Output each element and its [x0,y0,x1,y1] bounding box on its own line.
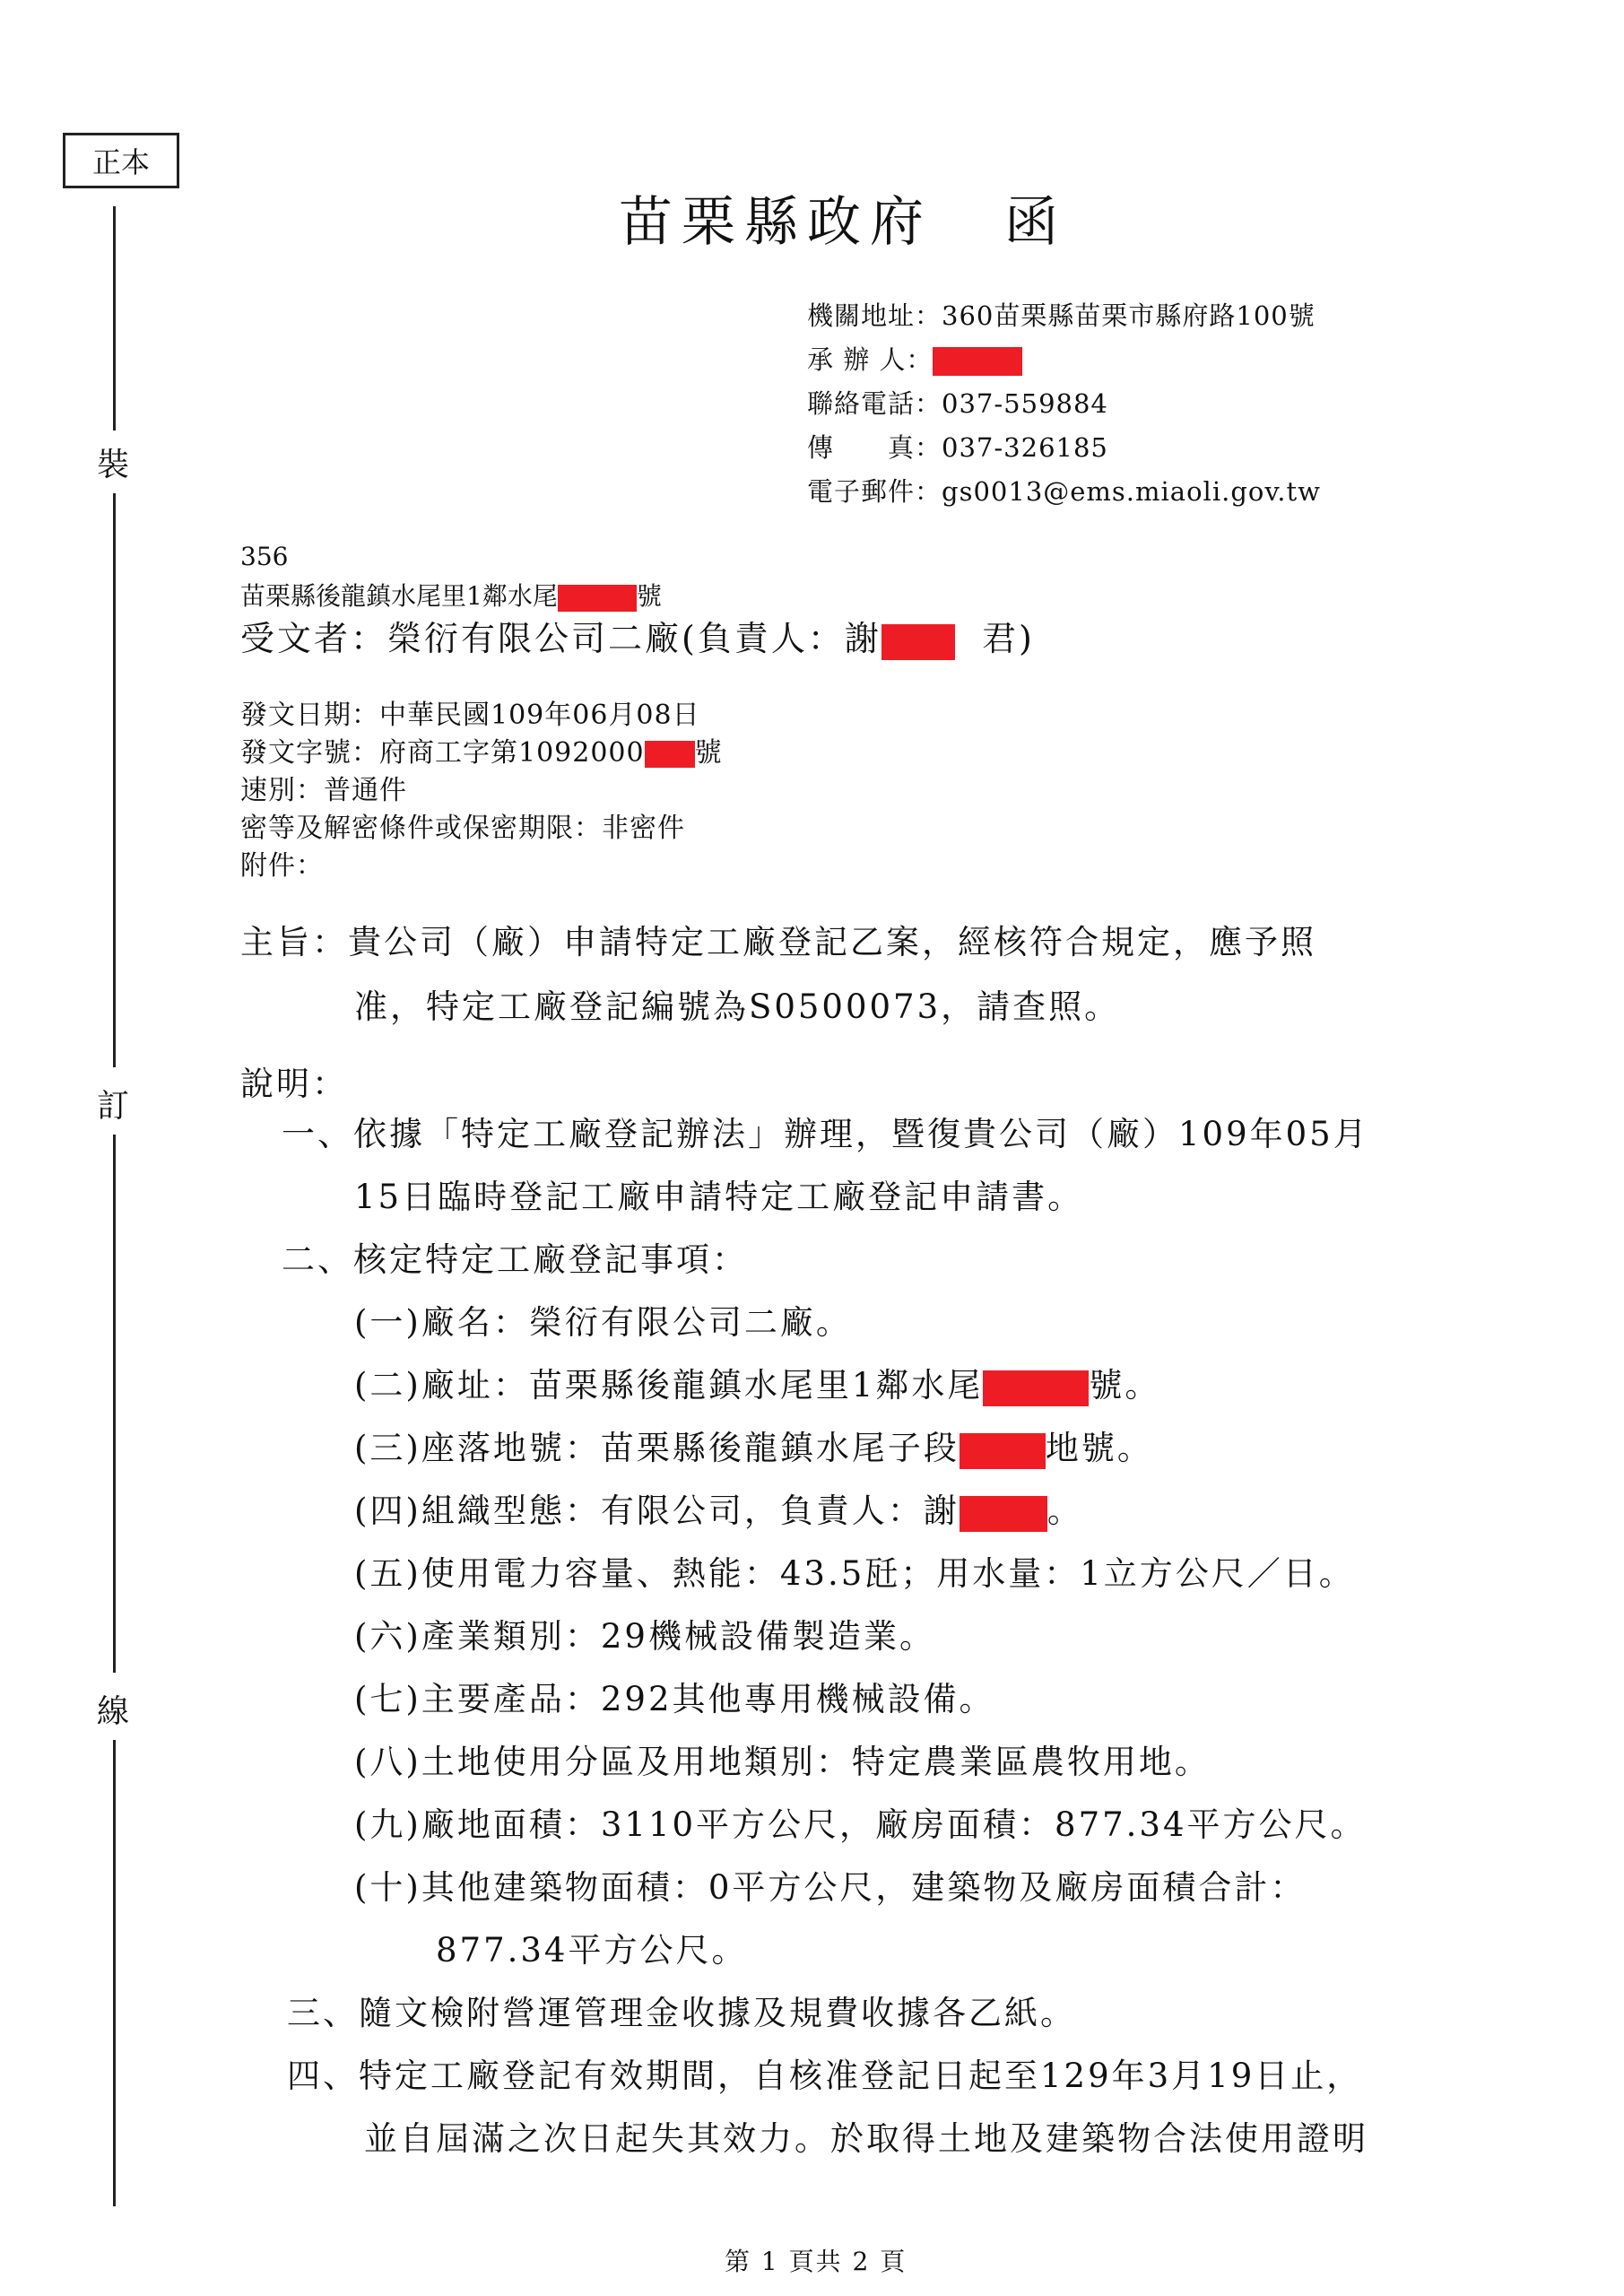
redaction-block [558,585,637,612]
registration-item-land-use: (八)土地使用分區及用地類別：特定農業區農牧用地。 [354,1743,1211,1781]
registration-item-land-number: (三)座落地號：苗栗縣後龍鎮水尾子段 地號。 [354,1429,1153,1467]
binding-mark-xian: 線 [97,1693,130,1730]
registration-item-factory-address: (二)廠址：苗栗縣後龍鎮水尾里1鄰水尾 號。 [354,1366,1161,1405]
attachments: 附件： [240,850,324,882]
explanation-heading: 說明： [240,1065,348,1103]
registration-item-power-water: (五)使用電力容量、熱能：43.5瓩；用水量：1立方公尺／日。 [354,1554,1355,1593]
registration-item-organization: (四)組織型態：有限公司，負責人：謝 。 [354,1492,1083,1530]
registration-item-industry: (六)產業類別：29機械設備製造業。 [354,1617,935,1656]
subject-line-1: 主旨：貴公司（廠）申請特定工廠登記乙案，經核符合規定，應予照 [240,923,1316,961]
registration-item-other-buildings-cont: 877.34平方公尺。 [436,1931,748,1970]
explanation-item-1-cont: 15日臨時登記工廠申請特定工廠登記申請書。 [354,1178,1084,1216]
secrecy-level: 密等及解密條件或保密期限：非密件 [240,813,685,844]
registration-item-products: (七)主要產品：292其他專用機械設備。 [354,1680,995,1718]
page-number: 第 1 頁共 2 頁 [725,2247,908,2276]
binding-line-segment [113,493,116,1067]
redaction-block [983,1370,1089,1406]
sender-fax: 傳 真：037-326185 [807,432,1108,463]
binding-line-segment [113,1135,116,1673]
explanation-item-1: 一、依據「特定工廠登記辦法」辦理，暨復貴公司（廠）109年05月 [282,1115,1369,1153]
delivery-speed: 速別：普通件 [240,775,407,806]
recipient-address: 苗栗縣後龍鎮水尾里1鄰水尾 號 [240,581,662,611]
issue-date: 發文日期：中華民國109年06月08日 [240,700,700,731]
binding-mark-zhuang: 裝 [97,447,130,483]
binding-line-segment [113,1740,116,2206]
binding-mark-ding: 訂 [97,1088,130,1125]
explanation-item-4: 四、特定工廠登記有效期間，自核准登記日起至129年3月19日止， [287,2057,1363,2095]
document-title [619,179,1067,257]
sender-phone: 聯絡電話：037-559884 [807,388,1108,419]
issuing-agency: 苗栗縣政府 [619,191,933,254]
redaction-block [960,1496,1047,1532]
redaction-block [933,347,1022,376]
document-type: 函 [1004,191,1067,254]
original-copy-stamp [63,133,179,188]
sender-address: 機關地址：360苗栗縣苗栗市縣府路100號 [807,300,1316,331]
redaction-block [960,1433,1046,1469]
registration-item-other-buildings: (十)其他建築物面積：0平方公尺，建築物及廠房面積合計： [354,1868,1307,1907]
explanation-item-4-cont: 並自屆滿之次日起失其效力。於取得土地及建築物合法使用證明 [364,2119,1368,2158]
explanation-item-3: 三、隨文檢附營運管理金收據及規費收據各乙紙。 [287,1994,1076,2032]
sender-email: 電子郵件：gs0013@ems.miaoli.gov.tw [807,476,1321,507]
stamp-label: 正本 [91,145,150,179]
redaction-block [645,741,695,768]
registration-item-factory-name: (一)廠名：榮衍有限公司二廠。 [354,1303,852,1342]
recipient-line: 受文者：榮衍有限公司二廠(負責人：謝 君) [240,619,1035,658]
subject-line-2: 准，特定工廠登記編號為S0500073，請查照。 [354,987,1121,1026]
explanation-item-2: 二、核定特定工廠登記事項： [282,1240,748,1279]
redaction-block [881,624,955,660]
sender-handler: 承 辦 人： [807,340,1022,377]
registration-item-area: (九)廠地面積：3110平方公尺，廠房面積：877.34平方公尺。 [354,1805,1367,1844]
document-number: 發文字號：府商工字第1092000 號 [240,737,723,769]
recipient-postal-code: 356 [240,542,289,571]
binding-line-segment [113,206,116,430]
